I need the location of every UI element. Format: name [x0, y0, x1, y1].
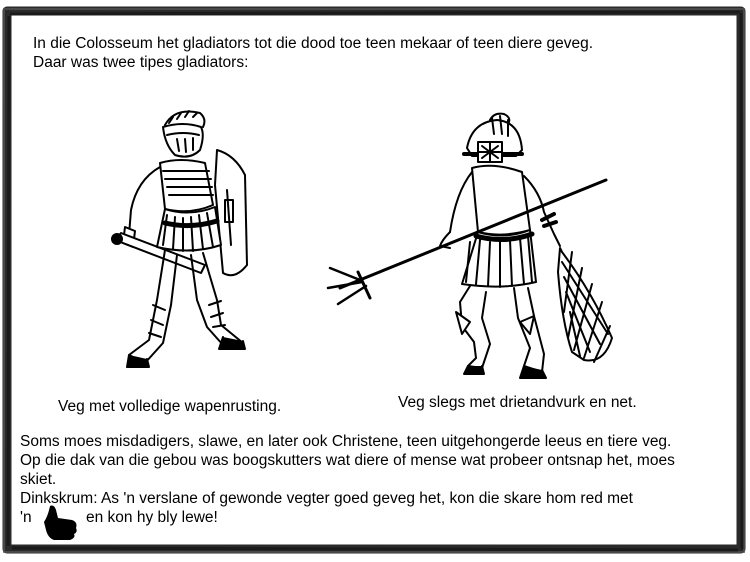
intro-line-1: In die Colosseum het gladiators tot die dood toe teen mekaar of teen diere geveg.: [33, 35, 594, 52]
armoured-gladiator-caption: Veg met volledige wapenrusting.: [58, 398, 282, 415]
net-gladiator-caption: Veg slegs met drietandvurk en net.: [398, 394, 637, 411]
armoured-gladiator-illustration: [105, 105, 265, 380]
body-line-2: Op die dak van die gebou was boogskutters wat diere of mense wat probeer ontsnap het, moes: [20, 452, 675, 469]
net-gladiator-illustration: [322, 112, 622, 384]
body-text: [20, 432, 675, 508]
body-line-5-end: en kon hy bly lewe!: [86, 509, 218, 526]
body-line-3: skiet.: [20, 471, 57, 488]
body-line-1: Soms moes misdadigers, slawe, en later ook Christene, teen uitgehongerde leeus en tiere veg.: [20, 433, 672, 450]
intro-line-2: Daar was twee tipes gladiators:: [33, 54, 249, 71]
body-line-5-start: 'n: [20, 509, 32, 526]
intro-text: [33, 34, 593, 72]
body-line-4: Dinkskrum: As 'n verslane of gewonde vegter goed geveg het, kon die skare hom red met: [20, 490, 633, 507]
thumbs-up-icon: [40, 502, 82, 542]
